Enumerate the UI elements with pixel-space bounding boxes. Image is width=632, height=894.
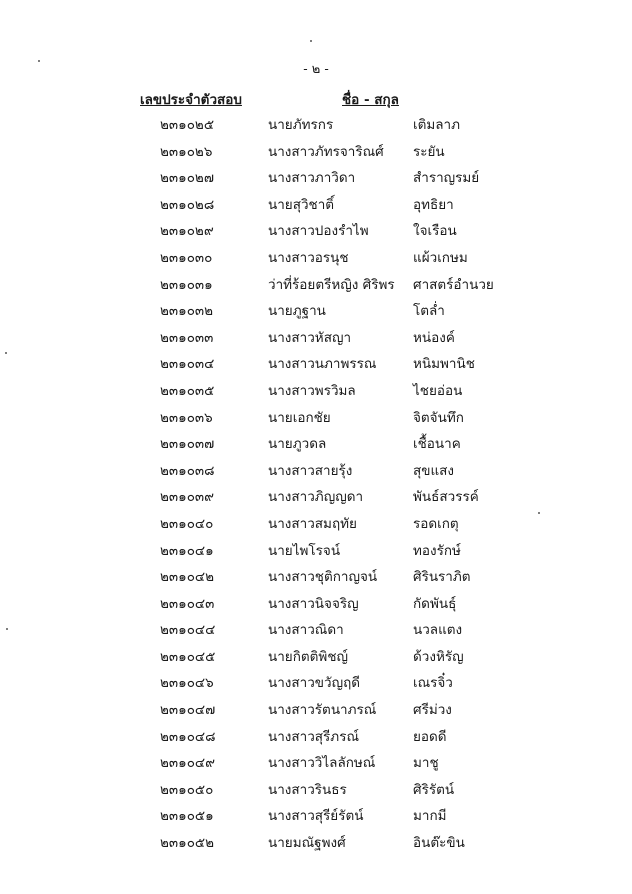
candidate-row: [0, 725, 632, 752]
candidate-row: [0, 193, 632, 220]
candidate-name: นางสาวสายรุ้ง: [268, 462, 353, 479]
exam-id: ๒๓๑๐๕๒: [160, 835, 215, 852]
full-name-column-header: ชื่อ - สกุล: [342, 92, 399, 108]
candidate-surname: กัดพันธุ์: [413, 595, 457, 612]
candidate-name: นายภูวดล: [268, 436, 327, 453]
exam-id: ๒๓๑๐๓๐: [160, 249, 213, 266]
page-number: - ๒ -: [303, 62, 329, 77]
candidate-surname: สุขแสง: [413, 462, 455, 479]
candidate-surname: ศาสตร์อำนวย: [413, 276, 494, 293]
candidate-name: นางสาวอรนุช: [268, 249, 349, 266]
exam-id: ๒๓๑๐๓๕: [160, 382, 215, 399]
candidate-row: [0, 246, 632, 273]
candidate-surname: ด้วงหิรัญ: [413, 648, 464, 665]
exam-id: ๒๓๑๐๒๙: [160, 223, 214, 240]
candidate-row: [0, 698, 632, 725]
candidate-surname: อุทธิยา: [413, 196, 454, 213]
candidate-surname: มากมี: [413, 808, 447, 825]
candidate-list: [0, 113, 632, 858]
candidate-row: [0, 831, 632, 858]
candidate-name: นางสาวปองรำไพ: [268, 223, 369, 240]
exam-id: ๒๓๑๐๓๔: [160, 356, 215, 373]
candidate-surname: หนิมพานิช: [413, 356, 475, 373]
candidate-name: นางสาวสุรีย์รัตน์: [268, 808, 364, 825]
candidate-row: [0, 379, 632, 406]
candidate-row: [0, 751, 632, 778]
candidate-row: [0, 273, 632, 300]
candidate-surname: นวลแตง: [413, 622, 463, 639]
candidate-name: นางสาวภิญญดา: [268, 489, 364, 506]
candidate-name: นายกิตติพิชญ์: [268, 648, 348, 665]
exam-id: ๒๓๑๐๓๒: [160, 303, 214, 320]
candidate-row: [0, 645, 632, 672]
candidate-row: [0, 565, 632, 592]
exam-id: ๒๓๑๐๔๙: [160, 755, 216, 772]
candidate-name: นายมณัฐพงศ์: [268, 835, 346, 852]
candidate-surname: ระยัน: [413, 143, 445, 160]
exam-id: ๒๓๑๐๕๑: [160, 808, 214, 825]
candidate-row: [0, 485, 632, 512]
exam-id: ๒๓๑๐๒๖: [160, 143, 213, 160]
exam-id: ๒๓๑๐๓๓: [160, 329, 214, 346]
candidate-name: นางสาวนภาพรรณ: [268, 356, 377, 373]
exam-id-column-header: เลขประจำตัวสอบ: [140, 92, 242, 108]
candidate-row: [0, 166, 632, 193]
candidate-name: นายไพโรจน์: [268, 542, 341, 559]
exam-id: ๒๓๑๐๔๖: [160, 675, 214, 692]
candidate-surname: ศิริรัตน์: [413, 781, 455, 798]
exam-id: ๒๓๑๐๓๙: [160, 489, 215, 506]
candidate-surname: เติมลาภ: [413, 117, 461, 133]
candidate-surname: ไชยอ่อน: [413, 382, 463, 399]
candidate-surname: ยอดดี: [413, 728, 447, 745]
exam-id: ๒๓๑๐๕๐: [160, 781, 214, 798]
scan-speck: [538, 512, 540, 514]
candidate-row: [0, 671, 632, 698]
candidate-name: นางสาวรินธร: [268, 781, 347, 798]
candidate-surname: โตล่ำ: [413, 303, 445, 320]
candidate-name: นางสาวนิจจริญ: [268, 595, 359, 612]
candidate-name: นางสาวชุติกาญจน์: [268, 569, 378, 586]
candidate-name: นางสาวสมฤทัย: [268, 515, 357, 532]
candidate-surname: รอดเกตุ: [413, 515, 459, 532]
exam-id: ๒๓๑๐๓๖: [160, 409, 213, 426]
scan-speck: [38, 60, 40, 62]
candidate-surname: สำราญรมย์: [413, 170, 480, 187]
exam-id: ๒๓๑๐๒๕: [160, 117, 215, 133]
exam-id: ๒๓๑๐๔๔: [160, 622, 216, 639]
exam-id: ๒๓๑๐๒๗: [160, 170, 214, 187]
candidate-row: [0, 618, 632, 645]
candidate-row: [0, 592, 632, 619]
exam-id: ๒๓๑๐๔๕: [160, 648, 216, 665]
candidate-surname: จิตจันทึก: [413, 409, 464, 426]
candidate-name: นางสาวภัทรจาริณศ์: [268, 143, 384, 160]
candidate-row: [0, 804, 632, 831]
candidate-name: นายภัทรกร: [268, 117, 334, 133]
exam-id: ๒๓๑๐๒๘: [160, 196, 215, 213]
candidate-row: [0, 459, 632, 486]
candidate-name: ว่าที่ร้อยตรีหญิง ศิริพร: [268, 276, 395, 293]
candidate-row: [0, 326, 632, 353]
exam-id: ๒๓๑๐๔๐: [160, 515, 214, 532]
candidate-row: [0, 140, 632, 167]
exam-id: ๒๓๑๐๓๑: [160, 276, 213, 293]
candidate-row: [0, 512, 632, 539]
candidate-row: [0, 113, 632, 140]
scan-speck: [310, 40, 312, 42]
candidate-name: นางสาวพรวิมล: [268, 382, 356, 399]
candidate-row: [0, 299, 632, 326]
candidate-surname: ใจเรือน: [413, 223, 457, 240]
candidate-surname: หน่องค์: [413, 329, 455, 346]
candidate-name: นางสาวหัสญา: [268, 329, 352, 346]
candidate-row: [0, 432, 632, 459]
candidate-name: นางสาวสุรีภรณ์: [268, 728, 359, 745]
exam-id: ๒๓๑๐๔๗: [160, 702, 216, 719]
exam-id: ๒๓๑๐๔๓: [160, 595, 215, 612]
exam-id: ๒๓๑๐๓๗: [160, 436, 215, 453]
candidate-surname: เชื้อนาค: [413, 436, 461, 453]
candidate-name: นางสาวภาวิดา: [268, 170, 356, 187]
exam-id: ๒๓๑๐๓๘: [160, 462, 215, 479]
candidate-row: [0, 778, 632, 805]
candidate-surname: ศิรินราภิต: [413, 569, 471, 586]
candidate-name: นายเอกชัย: [268, 409, 331, 426]
candidate-surname: ทองรักษ์: [413, 542, 461, 559]
candidate-row: [0, 539, 632, 566]
candidate-name: นายสุวิชาติ์: [268, 196, 335, 213]
candidate-surname: มาชู: [413, 755, 439, 772]
scan-speck: [5, 352, 7, 354]
candidate-surname: แผ้วเกษม: [413, 249, 468, 266]
candidate-surname: พันธ์สวรรค์: [413, 489, 479, 506]
candidate-row: [0, 219, 632, 246]
exam-id: ๒๓๑๐๔๑: [160, 542, 214, 559]
candidate-name: นางสาวณิดา: [268, 622, 344, 639]
candidate-row: [0, 406, 632, 433]
exam-id: ๒๓๑๐๔๒: [160, 569, 215, 586]
candidate-surname: เณรจิ๋ว: [413, 675, 453, 692]
candidate-name: นายภูฐาน: [268, 303, 326, 320]
candidate-row: [0, 352, 632, 379]
candidate-surname: ศรีม่วง: [413, 702, 452, 719]
candidate-name: นางสาวขวัญฤดี: [268, 675, 361, 692]
scan-speck: [6, 628, 8, 630]
candidate-name: นางสาววิไลลักษณ์: [268, 755, 376, 772]
candidate-surname: อินต๊ะขิน: [413, 835, 465, 852]
candidate-name: นางสาวรัตนาภรณ์: [268, 702, 377, 719]
exam-id: ๒๓๑๐๔๘: [160, 728, 216, 745]
